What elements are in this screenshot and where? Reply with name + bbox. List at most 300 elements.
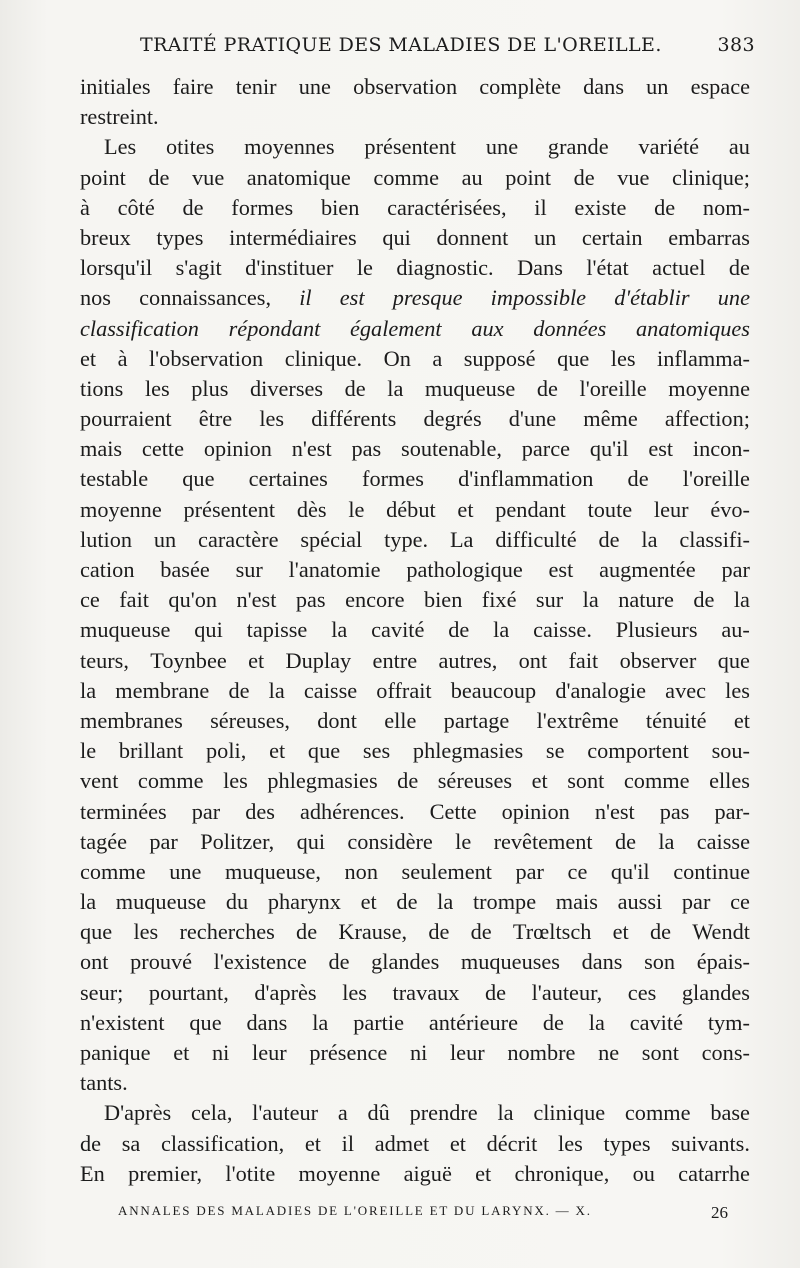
word: d'instituer bbox=[245, 255, 334, 281]
word: n'est bbox=[594, 798, 635, 824]
word: est bbox=[648, 436, 674, 462]
text-line bbox=[80, 1098, 750, 1128]
word: n'existent bbox=[80, 1009, 165, 1035]
word: et bbox=[475, 1160, 492, 1186]
word: et bbox=[612, 919, 629, 945]
word: être bbox=[198, 406, 233, 432]
running-title: TRAITÉ PRATIQUE DES MALADIES DE L'OREILLE. bbox=[140, 34, 662, 56]
word: et bbox=[449, 1130, 466, 1156]
word: comme bbox=[623, 768, 690, 794]
word: augmentée bbox=[599, 557, 696, 582]
word: l'état bbox=[586, 255, 629, 281]
word: comme bbox=[624, 1100, 691, 1126]
word: que bbox=[80, 919, 113, 945]
word: à bbox=[117, 345, 128, 371]
word: presque bbox=[392, 285, 463, 311]
word: fixé bbox=[481, 587, 517, 613]
word: de bbox=[344, 375, 366, 401]
text-line bbox=[80, 464, 750, 494]
word: leur bbox=[252, 1040, 287, 1065]
word: pourtant, bbox=[148, 979, 229, 1005]
word: aiguë bbox=[403, 1160, 452, 1186]
word: sou- bbox=[711, 738, 750, 764]
word: comportent bbox=[587, 738, 689, 764]
word: début bbox=[386, 496, 436, 522]
word: du bbox=[225, 889, 249, 915]
word: un bbox=[153, 526, 177, 552]
word: non bbox=[344, 858, 378, 884]
word: l'oreille bbox=[682, 466, 750, 492]
word: moyennes bbox=[244, 134, 335, 160]
word: elle bbox=[384, 707, 417, 733]
word: la bbox=[658, 828, 675, 854]
word: l'existence bbox=[213, 949, 307, 975]
word: cela, bbox=[190, 1100, 233, 1126]
word: supposé bbox=[463, 345, 536, 371]
word: La bbox=[449, 526, 474, 552]
word: Krause, bbox=[338, 919, 408, 945]
word: seur; bbox=[80, 979, 124, 1005]
body-text bbox=[80, 72, 750, 1189]
word: grande bbox=[547, 134, 609, 160]
word: d'analogie bbox=[555, 677, 647, 703]
word: il bbox=[299, 285, 312, 311]
word: au bbox=[461, 164, 483, 190]
word: nombre bbox=[507, 1040, 576, 1065]
word: ces bbox=[627, 979, 657, 1005]
word: Wendt bbox=[692, 919, 750, 945]
word: caractérisées, bbox=[387, 194, 507, 220]
word: pendant bbox=[495, 496, 566, 522]
word: avec bbox=[665, 677, 707, 703]
word: ni bbox=[409, 1040, 428, 1065]
word: phlegmasies bbox=[267, 768, 378, 794]
word: tym- bbox=[707, 1009, 750, 1035]
word: existe bbox=[574, 194, 627, 220]
word: n'est bbox=[291, 436, 332, 462]
word: de bbox=[728, 255, 750, 281]
text-line bbox=[80, 1159, 750, 1189]
word: les bbox=[259, 406, 285, 432]
text-line bbox=[80, 857, 750, 887]
word: basée bbox=[160, 557, 210, 582]
word: sur bbox=[235, 557, 263, 582]
word: testable bbox=[80, 466, 149, 492]
word: et bbox=[173, 1040, 190, 1065]
word: prouvé bbox=[130, 949, 193, 975]
word: admet bbox=[374, 1130, 430, 1156]
word: actuel bbox=[652, 255, 706, 281]
text-line bbox=[80, 1068, 750, 1098]
word: comme bbox=[137, 768, 204, 794]
word: pas bbox=[351, 436, 382, 462]
word: aussi bbox=[617, 889, 663, 915]
word: séreuses bbox=[437, 768, 513, 794]
word: une bbox=[169, 858, 202, 884]
word: certain bbox=[581, 224, 643, 250]
word: muqueuse bbox=[115, 889, 207, 915]
text-line bbox=[80, 887, 750, 917]
word: anatomiques bbox=[636, 315, 750, 341]
word: les bbox=[558, 1130, 583, 1156]
word: par bbox=[191, 798, 221, 824]
word: classification bbox=[80, 315, 199, 341]
word: Dans bbox=[517, 255, 563, 281]
text-line bbox=[80, 163, 750, 193]
word: beaucoup bbox=[450, 677, 537, 703]
page-number: 383 bbox=[717, 34, 755, 56]
word: vent bbox=[80, 768, 119, 794]
word: embarras bbox=[668, 224, 750, 250]
text-line bbox=[80, 676, 750, 706]
word: pharynx bbox=[267, 889, 341, 915]
running-header bbox=[140, 34, 755, 56]
text-line bbox=[80, 585, 750, 615]
text-line bbox=[80, 223, 750, 253]
text-line bbox=[80, 132, 750, 162]
word: pas bbox=[659, 798, 690, 824]
word: répondant bbox=[228, 315, 321, 341]
word: et bbox=[531, 768, 548, 794]
word: leur bbox=[449, 1040, 485, 1065]
word: connaissances, bbox=[139, 285, 272, 311]
word: difficulté bbox=[495, 526, 577, 552]
word: teurs, bbox=[80, 647, 129, 673]
word: la bbox=[493, 617, 510, 643]
word: dû bbox=[367, 1100, 390, 1126]
word: trompe bbox=[472, 889, 537, 915]
word: pathologique bbox=[406, 557, 523, 582]
word: a bbox=[432, 345, 443, 371]
word: de bbox=[654, 194, 676, 220]
word: et bbox=[269, 738, 286, 764]
word: les bbox=[133, 919, 159, 945]
word: le bbox=[80, 738, 97, 764]
word: la bbox=[80, 677, 97, 703]
word: types bbox=[603, 1130, 651, 1156]
word: opinion bbox=[501, 798, 570, 824]
word: clinique bbox=[533, 1100, 606, 1126]
word: formes bbox=[231, 194, 294, 220]
word: ce bbox=[80, 587, 100, 613]
word: les bbox=[223, 768, 248, 794]
word: moyenne bbox=[298, 1160, 381, 1186]
word: bien bbox=[320, 194, 360, 220]
word: son bbox=[644, 949, 676, 975]
word: que bbox=[717, 647, 750, 673]
word: d'après bbox=[254, 979, 317, 1005]
word: plus bbox=[191, 375, 229, 401]
word: observation bbox=[353, 74, 458, 99]
word: terminées bbox=[80, 798, 167, 824]
word: sont bbox=[567, 768, 605, 794]
word: formes bbox=[362, 466, 424, 492]
word: cette bbox=[141, 436, 185, 462]
text-line bbox=[80, 193, 750, 223]
word: l'otite bbox=[225, 1160, 276, 1186]
text-line bbox=[80, 314, 750, 344]
word: catarrhe bbox=[678, 1160, 750, 1186]
word: la bbox=[588, 1009, 605, 1035]
word: dans bbox=[246, 1009, 288, 1035]
word: par bbox=[681, 889, 711, 915]
word: qui bbox=[194, 617, 223, 643]
word: une bbox=[298, 74, 331, 99]
word: par bbox=[721, 557, 750, 582]
word: évo- bbox=[710, 496, 750, 522]
word: premier, bbox=[128, 1160, 203, 1186]
word: travaux bbox=[392, 979, 460, 1005]
word: aux bbox=[471, 315, 504, 341]
word: diverses bbox=[250, 375, 324, 401]
word: la bbox=[497, 1100, 514, 1126]
word: ni bbox=[212, 1040, 230, 1065]
word: s'agit bbox=[175, 255, 222, 281]
word: l'observation bbox=[148, 345, 264, 371]
word: des bbox=[245, 798, 275, 824]
word: épais- bbox=[696, 949, 750, 975]
word: de bbox=[182, 194, 204, 220]
word: initiales bbox=[80, 74, 151, 99]
word: chronique, bbox=[514, 1160, 610, 1186]
word: décrit bbox=[486, 1130, 538, 1156]
word: moyenne bbox=[80, 496, 162, 522]
text-line bbox=[80, 344, 750, 374]
word: intermédiaires bbox=[229, 224, 357, 250]
word: et bbox=[304, 1130, 321, 1156]
word: un bbox=[646, 74, 669, 99]
word: base bbox=[710, 1100, 750, 1126]
word: à bbox=[80, 194, 90, 220]
word: la bbox=[268, 677, 285, 703]
word: présentent bbox=[183, 496, 276, 522]
text-line bbox=[80, 797, 750, 827]
word: encore bbox=[345, 587, 405, 613]
word: dont bbox=[317, 707, 357, 733]
word: caisse. bbox=[533, 617, 592, 643]
word: lution bbox=[80, 526, 133, 552]
word: recherches bbox=[179, 919, 275, 945]
word: la bbox=[80, 889, 97, 915]
word: nos bbox=[80, 285, 111, 311]
text-line bbox=[80, 253, 750, 283]
word: inflamma- bbox=[657, 345, 750, 371]
word: phlegmasies bbox=[412, 738, 524, 764]
signature-mark: 26 bbox=[711, 1203, 728, 1222]
word: d'une bbox=[508, 406, 557, 432]
text-line bbox=[80, 978, 750, 1008]
word: otites bbox=[166, 134, 215, 160]
word: Plusieurs bbox=[615, 617, 698, 643]
text-line bbox=[80, 947, 750, 977]
word: de bbox=[397, 768, 419, 794]
word: présence bbox=[309, 1040, 388, 1065]
word: et bbox=[248, 647, 265, 673]
word: suivants. bbox=[671, 1130, 750, 1156]
word: faire bbox=[172, 74, 214, 99]
word: fait bbox=[568, 647, 599, 673]
word: et bbox=[80, 345, 97, 371]
word: continue bbox=[673, 858, 750, 884]
word: dans bbox=[581, 949, 623, 975]
word: l'auteur, bbox=[531, 979, 603, 1005]
word: de bbox=[296, 919, 318, 945]
word: ce bbox=[567, 858, 588, 884]
text-line bbox=[80, 827, 750, 857]
word: caisse bbox=[696, 828, 750, 854]
journal-line: ANNALES DES MALADIES DE L'OREILLE ET DU LARYNX. — X. bbox=[118, 1203, 592, 1218]
word: opinion bbox=[203, 436, 272, 462]
word: certaines bbox=[248, 466, 328, 492]
word: moyenne bbox=[668, 375, 750, 401]
word: la bbox=[641, 526, 658, 552]
word: il bbox=[534, 194, 547, 220]
word: glandes bbox=[681, 979, 750, 1005]
word: de bbox=[573, 164, 595, 190]
text-line bbox=[80, 404, 750, 434]
text-line bbox=[80, 646, 750, 676]
word: une bbox=[485, 134, 519, 160]
word: par bbox=[149, 828, 178, 854]
word: tenir bbox=[235, 74, 277, 99]
word: de bbox=[428, 919, 450, 945]
word: muqueuse, bbox=[224, 858, 321, 884]
word: espace bbox=[690, 74, 750, 99]
word: Trœltsch bbox=[512, 919, 592, 945]
word: côté bbox=[117, 194, 155, 220]
word: au bbox=[728, 134, 750, 160]
word: anatomique bbox=[246, 164, 351, 190]
word: qu'on bbox=[168, 587, 218, 613]
word: cavité bbox=[629, 1009, 683, 1035]
word: la bbox=[437, 889, 454, 915]
word: considère bbox=[347, 828, 433, 854]
word: point bbox=[80, 164, 126, 190]
word: les bbox=[725, 677, 750, 703]
word: également bbox=[350, 315, 442, 341]
line-text: restreint. bbox=[80, 104, 159, 130]
word: séreuses, bbox=[210, 707, 290, 733]
word: membrane bbox=[115, 677, 210, 703]
word: de bbox=[396, 889, 418, 915]
word: type. bbox=[384, 526, 429, 552]
word: est bbox=[339, 285, 365, 311]
text-line bbox=[80, 1038, 750, 1068]
word: même bbox=[583, 406, 638, 432]
word: seulement bbox=[401, 858, 492, 884]
text-line bbox=[80, 917, 750, 947]
word: a bbox=[337, 1100, 348, 1126]
word: affection; bbox=[664, 406, 750, 432]
word: la bbox=[312, 1009, 329, 1035]
word: diagnostic. bbox=[396, 255, 494, 281]
word: de bbox=[627, 466, 649, 492]
word: partie bbox=[353, 1009, 404, 1035]
line-text: tants. bbox=[80, 1070, 128, 1096]
word: qui bbox=[382, 224, 411, 250]
text-line bbox=[80, 283, 750, 313]
word: la bbox=[733, 587, 750, 613]
word: et bbox=[457, 496, 474, 522]
word: tagée bbox=[80, 828, 128, 854]
word: l'anatomie bbox=[288, 557, 381, 582]
word: clinique; bbox=[671, 164, 750, 190]
word: la bbox=[331, 617, 348, 643]
word: observer bbox=[619, 647, 697, 673]
word: que bbox=[557, 345, 590, 371]
word: adhérences. bbox=[299, 798, 405, 824]
word: présentent bbox=[364, 134, 457, 160]
word: parce bbox=[521, 436, 571, 462]
word: de bbox=[614, 828, 636, 854]
word: muqueuse bbox=[80, 617, 171, 643]
word: différents bbox=[311, 406, 397, 432]
word: Toynbee bbox=[150, 647, 227, 673]
word: partage bbox=[443, 707, 510, 733]
word: les bbox=[342, 979, 367, 1005]
word: Les bbox=[104, 134, 137, 160]
word: tapisse bbox=[246, 617, 308, 643]
word: breux bbox=[80, 224, 131, 250]
word: de bbox=[650, 919, 672, 945]
word: n'est bbox=[236, 587, 277, 613]
word: pourraient bbox=[80, 406, 172, 432]
word: par bbox=[515, 858, 544, 884]
word: antérieure bbox=[428, 1009, 518, 1035]
word: se bbox=[545, 738, 565, 764]
text-line bbox=[80, 706, 750, 736]
word: tions bbox=[80, 375, 124, 401]
word: nom- bbox=[702, 194, 750, 220]
text-line bbox=[80, 615, 750, 645]
word: panique bbox=[80, 1040, 151, 1065]
word: leur bbox=[653, 496, 689, 522]
word: la bbox=[582, 587, 599, 613]
text-line bbox=[80, 555, 750, 585]
word: de bbox=[328, 949, 350, 975]
word: l'auteur bbox=[252, 1100, 319, 1126]
word: bien bbox=[423, 587, 463, 613]
word: l'extrême bbox=[536, 707, 619, 733]
word: de bbox=[536, 375, 558, 401]
word: ce bbox=[730, 889, 750, 915]
footer bbox=[118, 1203, 728, 1223]
word: elles bbox=[709, 768, 750, 794]
word: ténuité bbox=[645, 707, 707, 733]
word: qu'il bbox=[589, 436, 629, 462]
word: Politzer, bbox=[200, 828, 275, 854]
word: donnent bbox=[436, 224, 509, 250]
word: autres, bbox=[438, 647, 498, 673]
word: cons- bbox=[701, 1040, 750, 1065]
word: degrés bbox=[423, 406, 482, 432]
text-line bbox=[80, 766, 750, 796]
word: variété bbox=[638, 134, 700, 160]
word: ou bbox=[632, 1160, 655, 1186]
text-line bbox=[80, 434, 750, 464]
word: classifi- bbox=[679, 526, 750, 552]
word: soutenable, bbox=[401, 436, 502, 462]
text-line bbox=[80, 495, 750, 525]
word: données bbox=[533, 315, 607, 341]
word: lorsqu'il bbox=[80, 255, 153, 281]
word: de bbox=[693, 587, 715, 613]
text-line bbox=[80, 736, 750, 766]
word: comme bbox=[373, 164, 440, 190]
word: de bbox=[80, 1130, 102, 1156]
word: ont bbox=[80, 949, 109, 975]
text-line bbox=[80, 525, 750, 555]
